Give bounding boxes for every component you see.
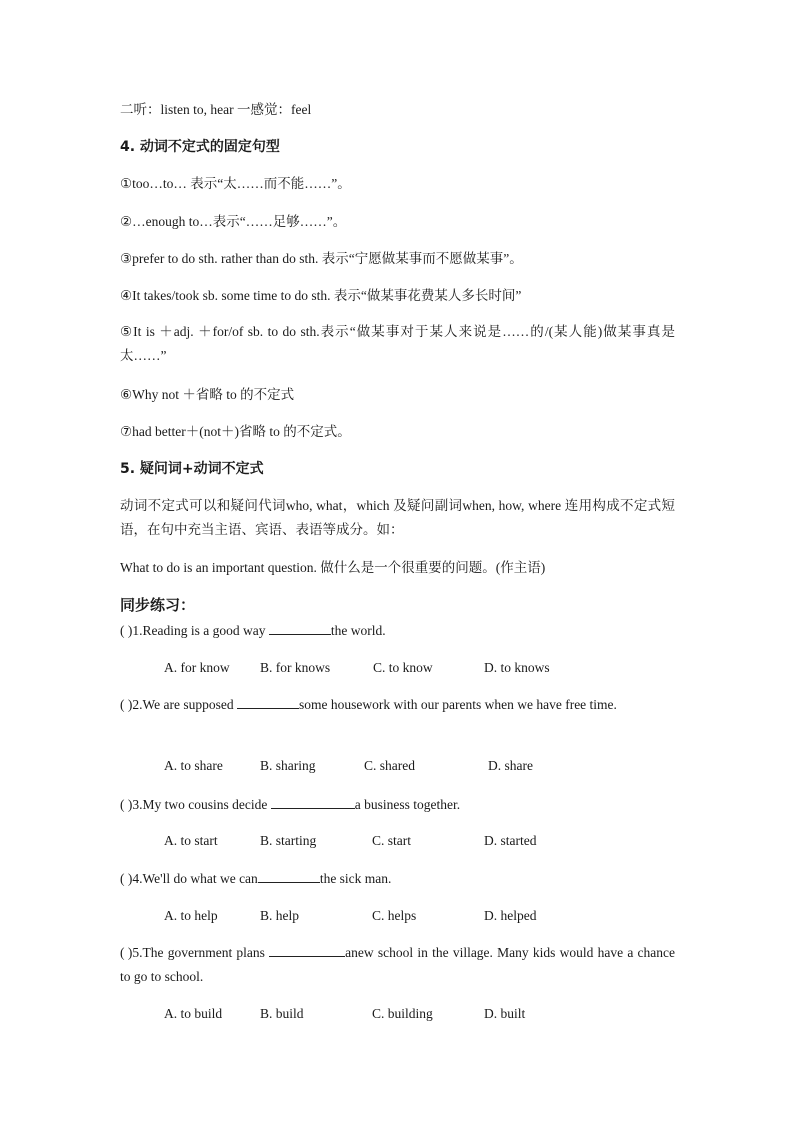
question-stem-end: a business together.: [354, 797, 461, 812]
question-1: [120, 620, 386, 641]
pattern-item: ②…enough to…表示“……足够……”。: [120, 214, 347, 229]
question-stem: 1.Reading is a good way: [132, 623, 269, 638]
question-stem-end: the sick man.: [319, 871, 392, 886]
option-a[interactable]: A. to help: [164, 908, 218, 923]
option-d[interactable]: D. share: [488, 758, 533, 773]
option-a[interactable]: A. to share: [164, 758, 223, 773]
option-b[interactable]: B. starting: [260, 833, 317, 848]
option-a[interactable]: A. for know: [164, 660, 230, 675]
answer-blank[interactable]: [237, 694, 299, 709]
pattern-item: ⑥Why not ＋省略 to 的不定式: [120, 387, 295, 402]
option-b[interactable]: B. build: [260, 1006, 304, 1021]
option-d[interactable]: D. to knows: [484, 660, 550, 675]
section4-title: 4. 动词不定式的固定句型: [120, 139, 280, 155]
answer-blank[interactable]: [258, 868, 320, 883]
option-c[interactable]: C. shared: [364, 758, 415, 773]
option-c[interactable]: C. helps: [372, 908, 417, 923]
answer-paren[interactable]: ( ): [120, 797, 133, 812]
option-b[interactable]: B. for knows: [260, 660, 331, 675]
pattern-item: ③prefer to do sth. rather than do sth. 表示“宁愿做某事而不愿做某事”。: [120, 251, 523, 266]
pattern-item: ①too…to… 表示“太……而不能……”。: [120, 176, 351, 191]
option-a[interactable]: A. to build: [164, 1006, 223, 1021]
option-c[interactable]: C. to know: [373, 660, 433, 675]
pattern-item: ⑦had better＋(not＋)省略 to 的不定式。: [120, 424, 351, 439]
answer-paren[interactable]: ( ): [120, 871, 133, 886]
question-stem: 4.We'll do what we can: [132, 871, 258, 886]
answer-blank[interactable]: [269, 620, 331, 635]
option-d[interactable]: D. helped: [484, 908, 537, 923]
option-c[interactable]: C. building: [372, 1006, 433, 1021]
question-stem-end: anew school in the village. Many kids would have a chance to go to school.: [120, 945, 676, 984]
answer-paren[interactable]: ( ): [120, 697, 133, 712]
answer-blank[interactable]: [271, 794, 355, 809]
pattern-item: ⑤It is ＋adj. ＋for/of sb. to do sth.表示“做某事对于某人来说是……的/(某人能)做某事真是太……”: [120, 324, 675, 363]
question-3: [120, 794, 460, 815]
section5-desc: 动词不定式可以和疑问代词who, what，which 及疑问副词when, how, where 连用构成不定式短语，在句中充当主语、宾语、表语等成分。如：: [120, 498, 675, 537]
question-stem: 3.My two cousins decide: [132, 797, 271, 812]
senses-line: 二听：listen to, hear 一感觉：feel: [120, 102, 312, 117]
pattern-item: ④It takes/took sb. some time to do sth. 表示“做某事花费某人多长时间”: [120, 288, 522, 303]
question-4: [120, 868, 391, 889]
answer-paren[interactable]: ( ): [120, 623, 133, 638]
option-c[interactable]: C. start: [372, 833, 411, 848]
answer-blank[interactable]: [269, 942, 345, 957]
option-b[interactable]: B. help: [260, 908, 299, 923]
option-d[interactable]: D. built: [484, 1006, 526, 1021]
question-2: [120, 693, 675, 717]
answer-paren[interactable]: ( ): [120, 945, 133, 960]
option-d[interactable]: D. started: [484, 833, 537, 848]
practice-title: 同步练习：: [120, 596, 196, 614]
option-b[interactable]: B. sharing: [260, 758, 316, 773]
question-stem-end: some housework with our parents when we have free time.: [299, 697, 617, 712]
option-a[interactable]: A. to start: [164, 833, 218, 848]
section5-title: 5. 疑问词+动词不定式: [120, 461, 264, 477]
question-stem: 2.We are supposed: [132, 697, 238, 712]
section5-example: What to do is an important question. 做什么是一个很重要的问题。(作主语): [120, 560, 546, 575]
question-stem: 5.The government plans: [132, 945, 270, 960]
question-stem-end: the world.: [330, 623, 386, 638]
question-5: [120, 941, 675, 989]
